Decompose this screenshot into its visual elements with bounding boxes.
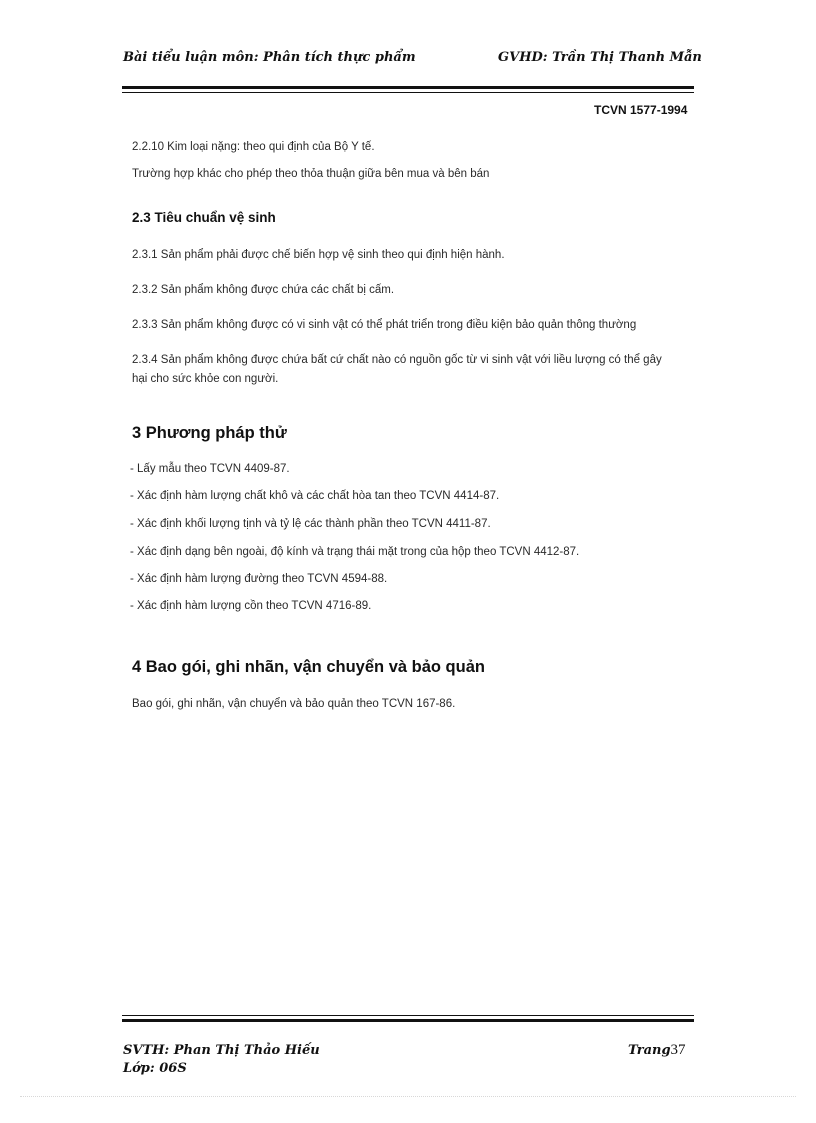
section-2-3-title: 2.3 Tiêu chuẩn vệ sinh <box>132 210 276 225</box>
header-course: Bài tiểu luận môn: Phân tích thực phẩm <box>123 50 416 65</box>
footer-page <box>628 1041 686 1059</box>
header-instructor: GVHD: Trần Thị Thanh Mẫn <box>498 50 702 65</box>
page-number: 37 <box>670 1042 686 1058</box>
bottom-dotted-border <box>20 1096 796 1097</box>
footer-rule-thin <box>122 1015 694 1016</box>
item-2-3-4-continued: hại cho sức khỏe con người. <box>132 373 279 385</box>
section-4-title: 4 Bao gói, ghi nhãn, vận chuyển và bảo quản <box>132 658 485 676</box>
item-2-3-2: 2.3.2 Sản phẩm không được chứa các chất bị cấm. <box>132 284 395 296</box>
footer-rule-thick <box>122 1019 694 1022</box>
other-cases-text: Trường hợp khác cho phép theo thỏa thuận giữa bên mua và bên bán <box>132 168 490 180</box>
item-2-3-1: 2.3.1 Sản phẩm phải được chế biến hợp vệ sinh theo qui định hiện hành. <box>132 249 505 261</box>
item-2-2-10: 2.2.10 Kim loại nặng: theo qui định của Bộ Y tế. <box>132 141 375 153</box>
section-4-text: Bao gói, ghi nhãn, vận chuyển và bảo quản theo TCVN 167-86. <box>132 698 456 710</box>
header-rule-thick <box>122 86 694 89</box>
standard-number: TCVN 1577-1994 <box>594 103 688 117</box>
section-3-title: 3 Phương pháp thử <box>132 424 287 442</box>
item-2-3-3: 2.3.3 Sản phẩm không được có vi sinh vật có thể phát triển trong điều kiện bảo quản thông thường <box>132 319 637 331</box>
footer-class: Lớp: 06S <box>123 1061 187 1076</box>
header-rule-thin <box>122 92 694 93</box>
page-label: Trang <box>628 1043 671 1058</box>
method-item: - Lấy mẫu theo TCVN 4409-87. <box>130 463 290 475</box>
method-item: - Xác định dạng bên ngoài, độ kính và trạng thái mặt trong của hộp theo TCVN 4412-87. <box>130 546 580 558</box>
method-item: - Xác định khối lượng tịnh và tỷ lệ các thành phần theo TCVN 4411-87. <box>130 518 491 530</box>
method-item: - Xác định hàm lượng đường theo TCVN 4594-88. <box>130 573 388 585</box>
footer-student: SVTH: Phan Thị Thảo Hiếu <box>123 1043 320 1058</box>
method-item: - Xác định hàm lượng chất khô và các chất hòa tan theo TCVN 4414-87. <box>130 490 500 502</box>
method-item: - Xác định hàm lượng cồn theo TCVN 4716-89. <box>130 600 372 612</box>
item-2-3-4: 2.3.4 Sản phẩm không được chứa bất cứ chất nào có nguồn gốc từ vi sinh vật với liều lượng có thể gây <box>132 354 662 366</box>
